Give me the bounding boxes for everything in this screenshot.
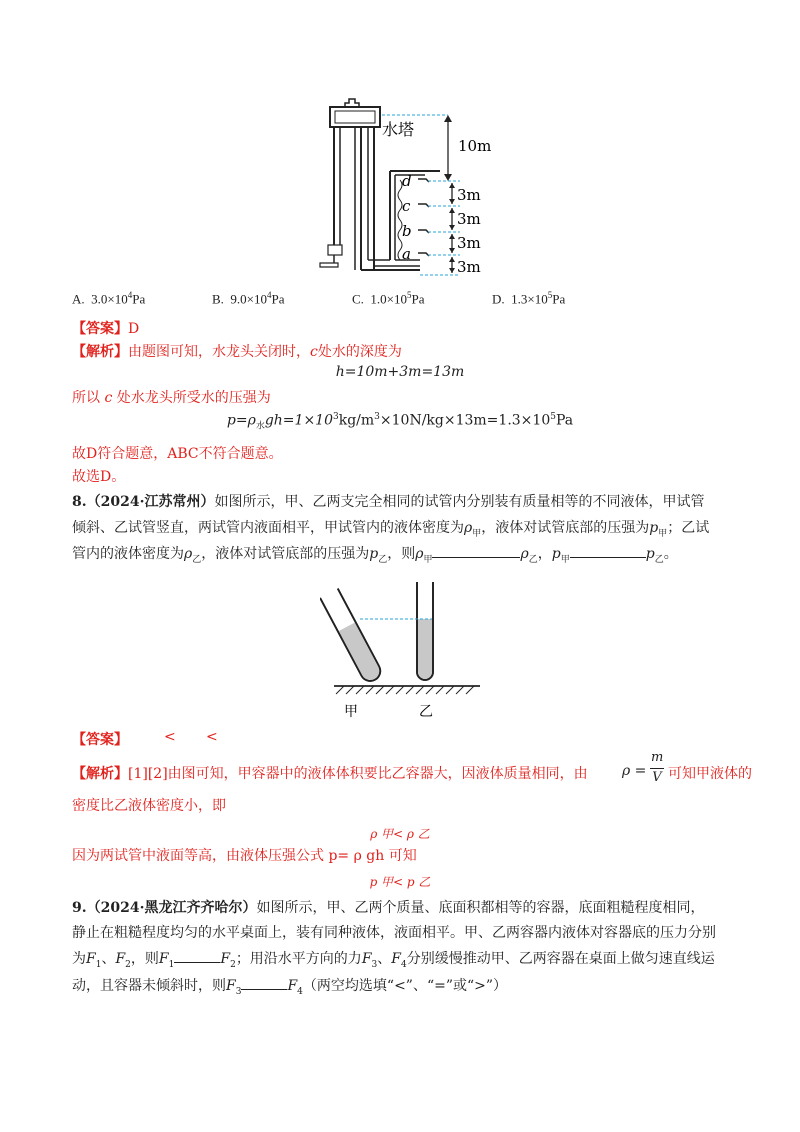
answer-blank-4[interactable] [241, 975, 287, 990]
tap-label-c: c [402, 197, 411, 215]
water-tower-figure [300, 95, 510, 280]
answer-blank-2[interactable] [570, 543, 646, 558]
fig-label-jia: 甲 [344, 704, 358, 720]
q8-line2: 倾斜、乙试管竖直，两试管内液面相平，甲试管内的液体密度为$\rho_甲$，液体对试管底部的压强为$p_甲$；乙试 [72, 520, 710, 539]
spacing-label: 3m [457, 186, 481, 204]
q9-line1: 9.（2024·黑龙江齐齐哈尔）如图所示，甲、乙两个质量、底面积都相等的容器，底面粗糙程度相同， [72, 900, 705, 916]
q7-formula-1: h=10m+3m=13m [335, 364, 465, 380]
fraction-numerator: m [651, 750, 664, 765]
q7-formula-2: $p=\rho_水gh=1\times 10^3kg/m^3\times 10N/kg\times 13m=1.3\times 10^5Pa$ [226, 412, 574, 432]
q8-analysis-line2: 密度比乙液体密度小，即 [72, 798, 226, 814]
test-tubes-figure [320, 582, 490, 722]
q8-analysis-line1-end: 可知甲液体的 [668, 766, 752, 782]
fraction-bar [650, 768, 664, 769]
option-a: A. $3.0\times 10^4Pa$ [72, 290, 146, 307]
option-c: C. $1.0\times 10^5Pa$ [352, 290, 425, 307]
tap-label-d: d [402, 172, 412, 190]
tap-label-b: b [402, 222, 412, 240]
q7-conclusion-1: 故D符合题意，ABC不符合题意。 [72, 446, 283, 462]
tap-label-a: a [402, 245, 411, 263]
spacing-label: 3m [457, 210, 481, 228]
q8-line1: 8.（2024·江苏常州）如图所示，甲、乙两支完全相同的试管内分别装有质量相等的不同液体，甲试管 [72, 494, 705, 510]
q9-line4: 动，且容器未倾斜时，则$F_3$ $F_4$（两空均选填“<”、“=”或“>”） [72, 975, 507, 997]
q8-analysis-line1: 【解析】[1][2]由图可知，甲容器中的液体体积要比乙容器大，因液体质量相同，由 [72, 766, 588, 782]
height-label: 10m [458, 137, 492, 155]
answer-blank-1[interactable] [432, 543, 520, 558]
q8-answer-1: < [164, 729, 176, 745]
q7-analysis-line1: 【解析】由题图可知，水龙头关闭时，c处水的深度为 [72, 344, 402, 360]
option-d: D. $1.3\times 10^5Pa$ [492, 290, 566, 307]
tower-label: 水塔 [382, 120, 415, 139]
fraction-denominator: V [652, 770, 662, 785]
answer-blank-3[interactable] [174, 948, 220, 963]
q8-analysis-line3: 因为两试管中液面等高，由液体压强公式 p= ρ gh 可知 [72, 848, 417, 864]
q8-answer-2: < [206, 729, 218, 745]
q8-result-2: p 甲< p 乙 [369, 875, 431, 889]
q8-answer: 【答案】 [72, 732, 128, 748]
spacing-label: 3m [457, 258, 481, 276]
option-b: B. $9.0\times 10^4Pa$ [212, 290, 285, 307]
q8-line3: 管内的液体密度为$\rho_乙$，液体对试管底部的压强为$p_乙$，则$\rho_甲$ $\rho_乙$，$p_甲$ $p_乙$。 [72, 543, 678, 565]
q8-result-1: ρ 甲< ρ 乙 [370, 827, 430, 841]
spacing-label: 3m [457, 234, 481, 252]
density-formula-lhs: ρ = [622, 763, 647, 779]
q7-analysis-line2: 所以 c 处水龙头所受水的压强为 [72, 390, 271, 406]
q9-line2: 静止在粗糙程度均匀的水平桌面上，装有同种液体，液面相平。甲、乙两容器内液体对容器底的压力分别 [72, 925, 716, 941]
q7-conclusion-2: 故选D。 [72, 469, 126, 485]
fig-label-yi: 乙 [419, 704, 433, 720]
q9-line3: 为$F_1$、$F_2$，则$F_1$ $F_2$；用沿水平方向的力$F_3$、$F_4$分别缓慢推动甲、乙两容器在桌面上做匀速直线运 [72, 948, 715, 970]
q7-answer: 【答案】D [72, 321, 140, 337]
